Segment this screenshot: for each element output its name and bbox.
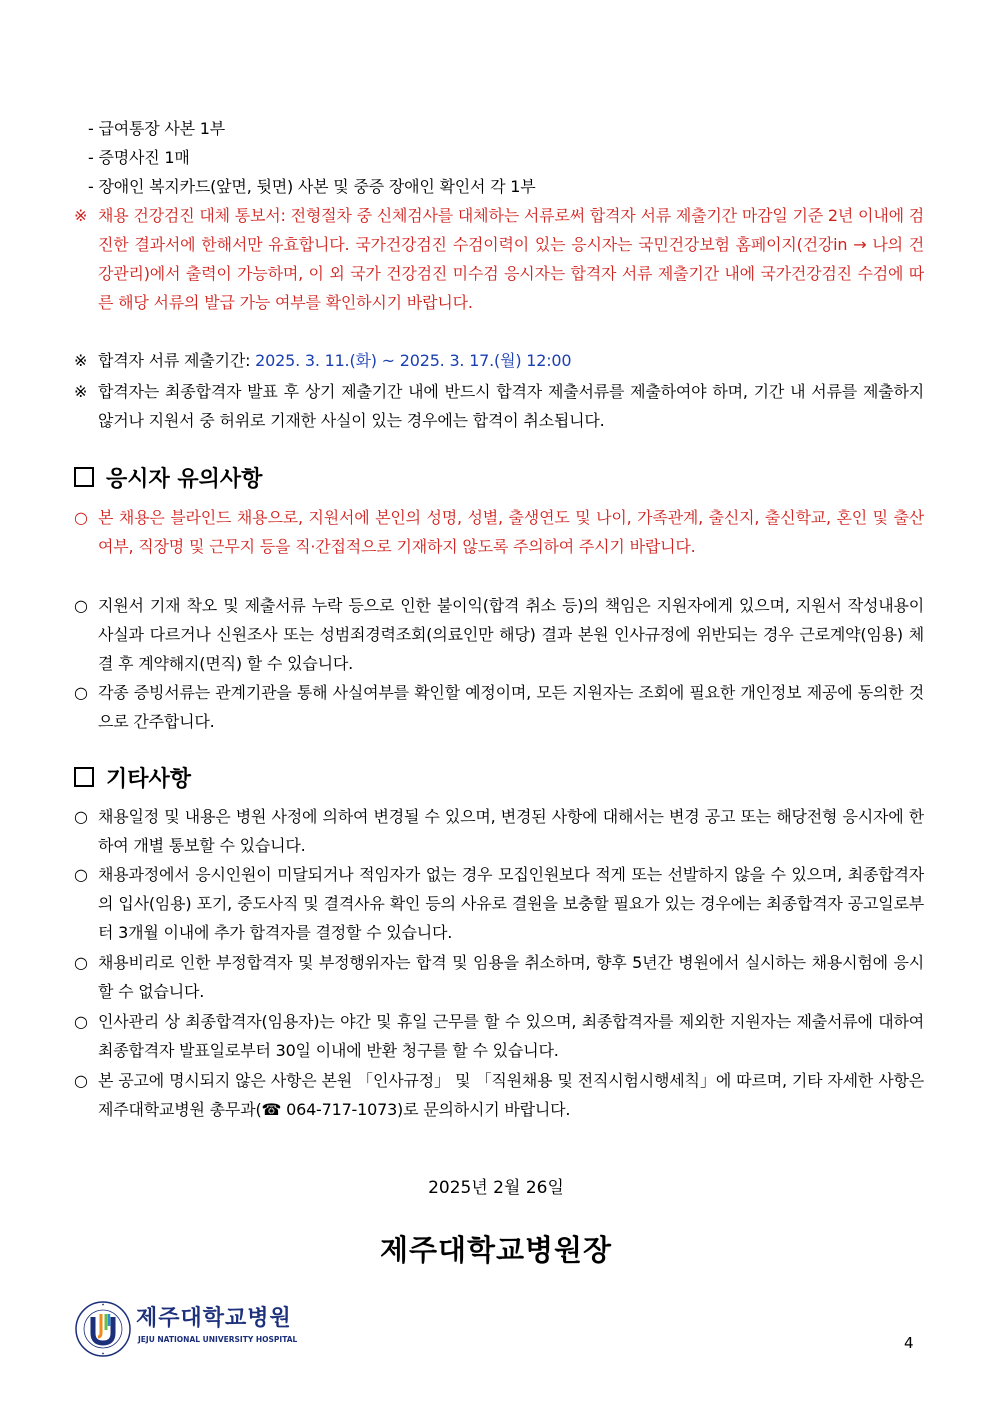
- documents-list-item: - 증명사진 1매: [88, 148, 190, 167]
- hospital-seal-icon: [74, 1300, 132, 1358]
- logo-name-korean: 제주대학교병원: [136, 1306, 292, 1331]
- documents-list-item: - 급여통장 사본 1부: [88, 119, 226, 138]
- checkbox-square-icon: [74, 467, 94, 487]
- circle-bullet-icon: ○: [74, 596, 88, 615]
- note-submission-period: [74, 346, 924, 375]
- other-item-text: 채용과정에서 응시인원이 미달되거나 적임자가 없는 경우 모집인원보다 적게 또는 선발하지 않을 수 있으며, 최종합격자의 입사(임용) 포기, 중도사직 및 결격사유 확인 등의 사유로 결원을 보충할 필요가 있는 경우에는 최종합격자 공고일로부터 3개월 이내에 추가 합격자를 결정할 수 있습니다.: [98, 865, 924, 942]
- logo-name-english: JEJU NATIONAL UNIVERSITY HOSPITAL: [138, 1335, 298, 1344]
- announcement-date: 2025년 2월 26일: [428, 1178, 564, 1198]
- section-title-applicant-text: 응시자 유의사항: [106, 467, 263, 492]
- other-item: [74, 948, 924, 1006]
- other-item-text: 채용비리로 인한 부정합격자 및 부정행위자는 합격 및 임용을 취소하며, 향후 5년간 병원에서 실시하는 채용시험에 응시할 수 없습니다.: [98, 953, 924, 1001]
- applicant-item-text: 본 채용은 블라인드 채용으로, 지원서에 본인의 성명, 성별, 출생연도 및 나이, 가족관계, 출신지, 출신학교, 혼인 및 출산여부, 직장명 및 근무지 등을 직·간접적으로 기재하지 않도록 주의하여 주시기 바랍니다.: [98, 508, 924, 556]
- other-item: [74, 1007, 924, 1065]
- circle-bullet-icon: ○: [74, 865, 88, 884]
- reference-mark: ※: [74, 351, 88, 370]
- signatory: 제주대학교병원장: [379, 1233, 613, 1267]
- section-title-applicant: [74, 465, 262, 495]
- circle-bullet-icon: ○: [74, 683, 88, 702]
- documents-list: [88, 114, 928, 201]
- circle-bullet-icon: ○: [74, 508, 88, 527]
- circle-bullet-icon: ○: [74, 807, 88, 826]
- applicant-item-text: 각종 증빙서류는 관계기관을 통해 사실여부를 확인할 예정이며, 모든 지원자는 조회에 필요한 개인정보 제공에 동의한 것으로 간주합니다.: [98, 683, 924, 731]
- other-item-text: 인사관리 상 최종합격자(임용자)는 야간 및 휴일 근무를 할 수 있으며, 최종합격자를 제외한 지원자는 제출서류에 대하여 최종합격자 발표일로부터 30일 이내에 반환 청구를 할 수 있습니다.: [98, 1012, 924, 1060]
- note-submission-notice-text: 합격자는 최종합격자 발표 후 상기 제출기간 내에 반드시 합격자 제출서류를 제출하여야 하며, 기간 내 서류를 제출하지 않거나 지원서 중 허위로 기재한 사실이 있는 경우에는 합격이 취소됩니다.: [98, 382, 924, 430]
- checkbox-square-icon: [74, 767, 94, 787]
- reference-mark: ※: [74, 206, 88, 225]
- circle-bullet-icon: ○: [74, 1071, 88, 1090]
- hospital-logo: [74, 1300, 314, 1360]
- section-title-other-text: 기타사항: [106, 767, 192, 792]
- other-item: [74, 802, 924, 860]
- documents-list-item: - 장애인 복지카드(앞면, 뒷면) 사본 및 중증 장애인 확인서 각 1부: [88, 177, 536, 196]
- note-submission-notice: [74, 377, 924, 435]
- section-title-other: [74, 765, 191, 795]
- submission-period-label: 합격자 서류 제출기간:: [98, 351, 256, 370]
- other-item: [74, 860, 924, 947]
- submission-period-value: 2025. 3. 11.(화) ~ 2025. 3. 17.(월) 12:00: [255, 351, 572, 370]
- note-health-check: [74, 201, 924, 317]
- other-item: [74, 1066, 924, 1124]
- applicant-item: [74, 591, 924, 678]
- page-number: 4: [904, 1334, 914, 1352]
- other-item-text: 채용일정 및 내용은 병원 사정에 의하여 변경될 수 있으며, 변경된 사항에 대해서는 변경 공고 또는 해당전형 응시자에 한하여 개별 통보할 수 있습니다.: [98, 807, 924, 855]
- other-item-text: 본 공고에 명시되지 않은 사항은 본원 「인사규정」 및 「직원채용 및 전직시험시행세칙」에 따르며, 기타 자세한 사항은 제주대학교병원 총무과(☎ 064-717-1073)로 문의하시기 바랍니다.: [98, 1071, 924, 1119]
- applicant-item: [74, 503, 924, 561]
- applicant-item-text: 지원서 기재 착오 및 제출서류 누락 등으로 인한 불이익(합격 취소 등)의 책임은 지원자에게 있으며, 지원서 작성내용이 사실과 다르거나 신원조사 또는 성범죄경력조회(의료인만 해당) 결과 본원 인사규정에 위반되는 경우 근로계약(임용) 체결 후 계약해지(면직) 할 수 있습니다.: [98, 596, 924, 673]
- applicant-item: [74, 678, 924, 736]
- circle-bullet-icon: ○: [74, 953, 88, 972]
- reference-mark: ※: [74, 382, 88, 401]
- circle-bullet-icon: ○: [74, 1012, 88, 1031]
- note-health-check-text: 채용 건강검진 대체 통보서: 전형절차 중 신체검사를 대체하는 서류로써 합격자 서류 제출기간 마감일 기준 2년 이내에 검진한 결과서에 한해서만 유효합니다. 국가건강검진 수검이력이 있는 응시자는 국민건강보험 홈페이지(건강in → 나의 건강관리)에서 출력이 가능하며, 이 외 국가 건강검진 미수검 응시자는 합격자 서류 제출기간 내에 국가건강검진 수검에 따른 해당 서류의 발급 가능 여부를 확인하시기 바랍니다.: [98, 206, 924, 312]
